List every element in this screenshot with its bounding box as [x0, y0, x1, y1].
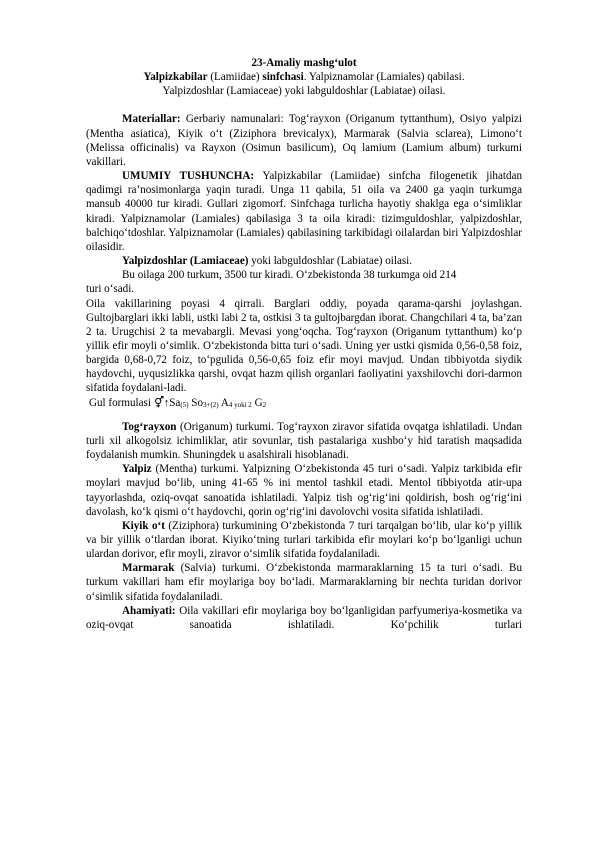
salvia-paragraph: Marmarak (Salvia) turkumi. O‘zbekistonda marmaraklarning 15 ta turi o‘sadi. Bu turkum vakillari ham efir moylariga boy bo‘ladi. Marmaraklarning bir nechta turidan dorivor o‘simlik sifatida foydalaniladi.	[86, 562, 522, 603]
family-count-line: Bu oilaga 200 turkum, 3500 tur kiradi. O‘zbekistonda 38 turkumga oid 214	[122, 269, 457, 282]
subtitle-class: Yalpizkabilar (Lamiidae) sinfchasi. Yalpiznamolar (Lamiales) qabilasi.	[143, 71, 465, 84]
family-description: Oila vakillarining poyasi 4 qirrali. Barglari oddiy, poyada qarama-qarshi joylashgan. Gultojbarglari ikki labli, ustki labi 2 ta, ostkisi 3 ta gultojbargdan iborat. Changchilari 4 ta, ba’zan 2 ta. Urugchisi 2 ta mevabargli. Mevasi yong‘oqcha. Tog‘rayxon (Origanum tyttanthum) ko‘p yillik efir moyli o‘simlik. O‘zbekistonda bitta turi o‘sadi. Uning yer ustki qismida 0,56-0,58 foiz, bargida 0,68-0,72 foiz, to‘pgulida 0,56-0,65 foiz efir moyi mavjud. Undan tibbiyotda siydik haydovchi, uyqusizlikka qarshi, ovqat hazm qilish organlari faoliyatini yaxshilovchi dori-darmon sifatida foydalani-ladi.	[86, 297, 522, 395]
origanum-paragraph: Tog‘rayxon (Origanum) turkumi. Tog‘rayxon ziravor sifatida ovqatga ishlatiladi. Undan turli xil alkogolsiz ichimliklar, atir sovunlar, tish pastalariga xushbo‘y hid taratish maqsadida foydalanish mumkin. Shuningdek u asalshirali hisoblanadi.	[86, 420, 522, 462]
family-heading: Yalpizdoshlar (Lamiaceae) yoki labguldoshlar (Labiatae) oilasi.	[122, 255, 413, 268]
materials-paragraph: Materiallar: Gerbariy namunalari: Tog‘rayxon (Origanum tyttanthum), Osiyo yalpizi (Mentha asiatica), Kiyik o‘t (Ziziphora brevicalyx), Marmarak (Salvia sclarea), Limono‘t (Melissa officinalis) va Rayxon (Osimun basilicum), Oq lamium (Lamium album) turkumi vakillari.	[86, 113, 522, 168]
flower-formula: Gul formulasi $↑Sa_{(5)}$ $So_{3+(2)}$ $A_{4 yoki 2}$ $G_2$	[89, 396, 267, 409]
family-count-line-end: turi o‘sadi.	[86, 283, 135, 296]
page-title: 23-Amaliy mashg‘ulot	[251, 57, 357, 69]
mentha-paragraph: Yalpiz (Mentha) turkumi. Yalpizning O‘zbekistonda 45 turi o‘sadi. Yalpiz tarkibida efir moylari mavjud bo‘lib, uning 41-65 % ini mentol tashkil etadi. Mentol tibbiyotda atir-upa tayyorlashda, oziq-ovqat sanoatida ishlatiladi. Yalpiz tish og‘rig‘ini qoldirish, bosh og‘rig‘ini davolash, ko‘k qismi o‘t haydovchi, qorin og‘rig‘ini davolovchi vosita sifatida ishlatiladi.	[86, 463, 522, 518]
ziziphora-paragraph: Kiyik o‘t (Ziziphora) turkumining O‘zbekistonda 7 turi tarqalgan bo‘lib, ular ko‘p yillik va bir yillik o‘tlardan iborat. Kiyiko‘tning turlari tarkibida efir moylari ko‘p bo‘lganligi uchun ulardan dorivor, efir moyli, ziravor o‘simlik sifatida foydalaniladi.	[86, 519, 522, 561]
zygomorphic-arrow-icon: ↑	[163, 396, 170, 409]
bisexual-flower-symbol-icon	[154, 396, 164, 408]
subtitle-family: Yalpizdoshlar (Lamiaceae) yoki labguldoshlar (Labiatae) oilasi.	[162, 85, 446, 98]
general-concept-paragraph: UMUMIY TUSHUNCHA: Yalpizkabilar (Lamiidae) sinfcha filogenetik jihatdan qadimgi ra’nosimonlarga yaqin turadi. Unga 11 qabila, 51 oila va 2400 ga yaqin turkumga mansub 40000 tur kiradi. Gullari zigomorf. Sinfchaga turlicha hayotiy shaklga ega o‘simliklar kiradi. Yalpiznamolar (Lamiales) qabilasiga 3 ta oila kiradi: tizimguldoshlar, yalpizdoshlar, balchiqo‘tdoshlar. Yalpiznamolar (Lamiales) qabilasining tarkibidagi oilalardan biri Yalpizdoshlar oilasidir.	[86, 170, 522, 253]
document-page	[86, 56, 522, 632]
importance-paragraph: Ahamiyati: Oila vakillari efir moylariga boy bo‘lganligidan parfyumeriya-kosmetika va oziq-ovqat sanoatida ishlatiladi. Ko‘pchilik turlari	[86, 604, 522, 631]
